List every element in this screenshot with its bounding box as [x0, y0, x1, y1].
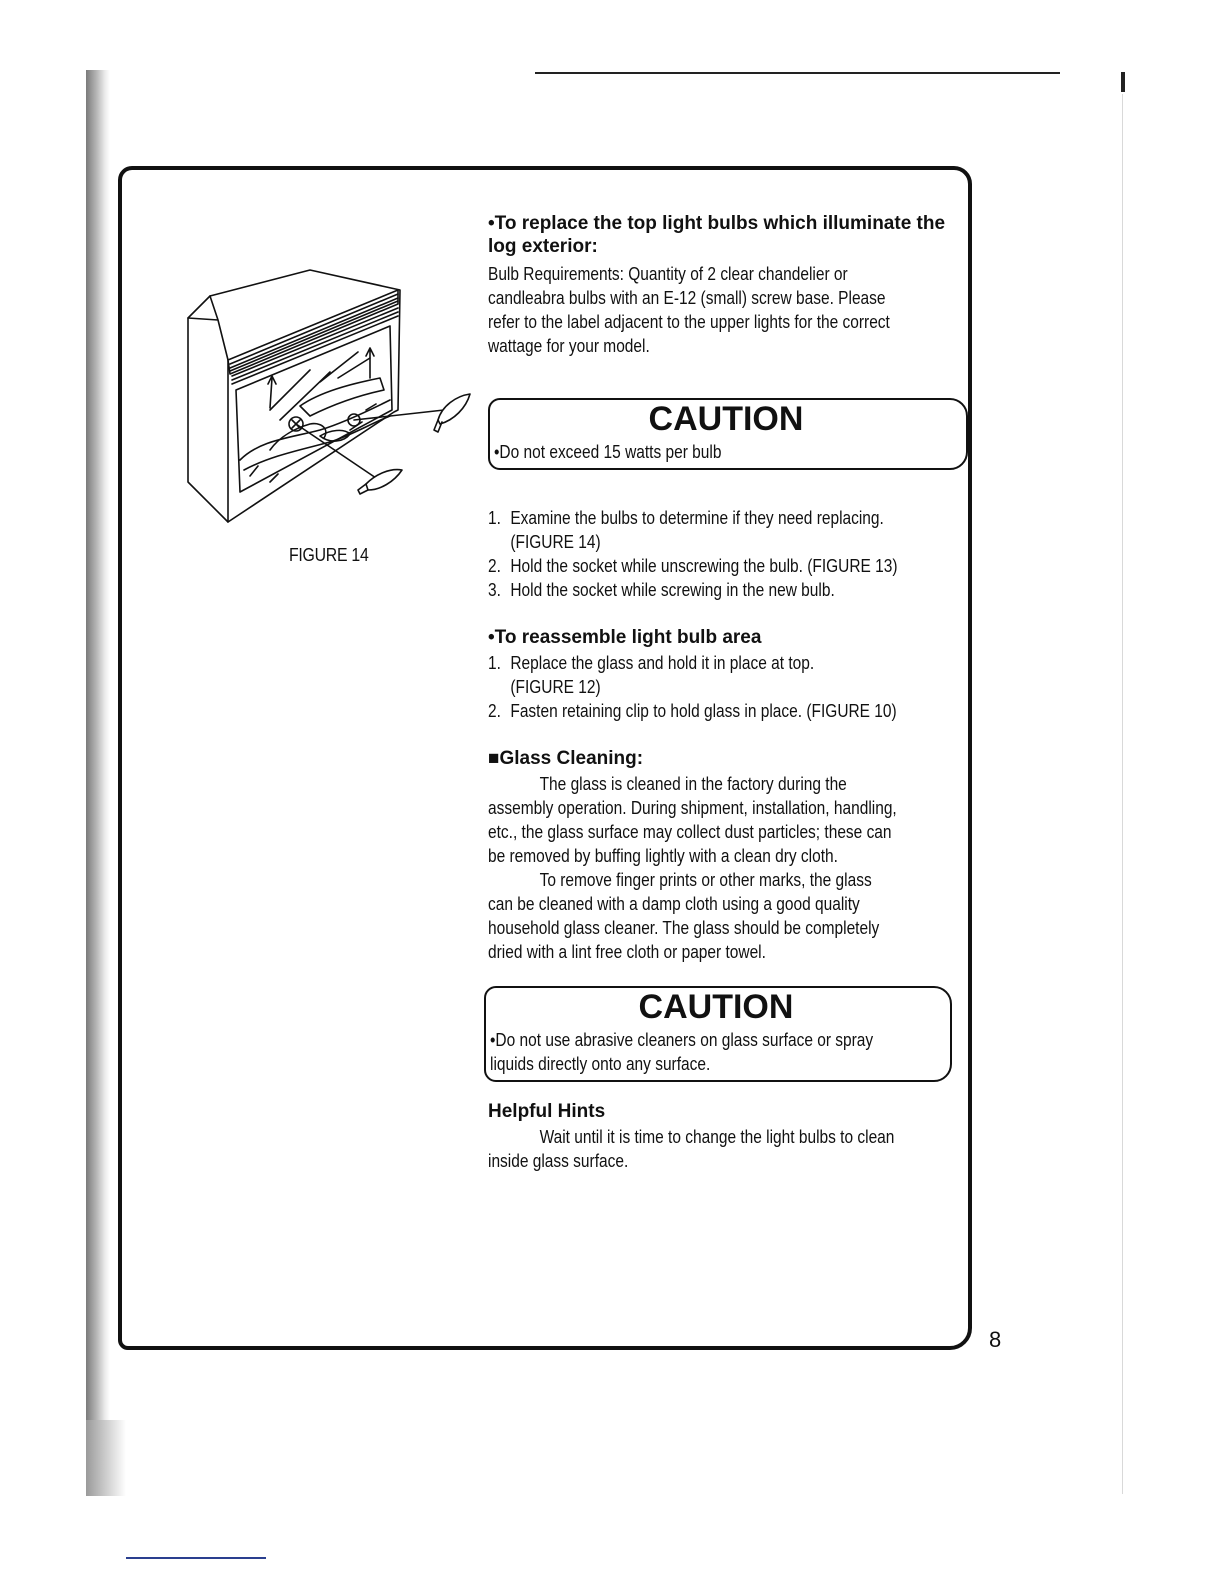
scan-shadow-left [86, 70, 110, 1496]
step-text: Replace the glass and hold it in place at top. [510, 653, 815, 673]
paragraph-line: The glass is cleaned in the factory during the [539, 774, 847, 794]
page-number: 8 [989, 1327, 1002, 1352]
reassemble-steps [488, 651, 958, 723]
step-number: 3. [488, 580, 501, 600]
paragraph-line: can be cleaned with a damp cloth using a good quality [488, 894, 860, 914]
caution-box-bulbs [488, 398, 968, 470]
step-number: 2. [488, 556, 501, 576]
footer-rule [126, 1557, 266, 1559]
step-number: 1. [488, 508, 501, 528]
step-number: 2. [488, 701, 501, 721]
step-number: 1. [488, 653, 501, 673]
step-text: Examine the bulbs to determine if they need replacing. [510, 508, 884, 528]
replace-steps [488, 506, 958, 602]
paragraph-line: etc., the glass surface may collect dust particles; these can [488, 822, 892, 842]
bulb-requirements [488, 262, 958, 358]
caution-title: CAUTION [648, 400, 804, 438]
header-rule [535, 72, 1060, 74]
step-text: Fasten retaining clip to hold glass in place. (FIGURE 10) [510, 701, 897, 721]
helpful-hints-body [488, 1125, 958, 1173]
list-item-continuation: (FIGURE 12) [510, 677, 601, 697]
list-item [488, 651, 952, 675]
step-text: Hold the socket while unscrewing the bulb. (FIGURE 13) [510, 556, 898, 576]
figure-caption: FIGURE 14 [289, 545, 369, 565]
bulb-req-line: Bulb Requirements: Quantity of 2 clear chandelier or [488, 264, 848, 284]
caution-text: •Do not use abrasive cleaners on glass surface or spray [490, 1030, 874, 1050]
caution-box-glass [484, 986, 952, 1082]
reassemble-heading: •To reassemble light bulb area [488, 627, 762, 648]
step-text: Hold the socket while screwing in the new bulb. [510, 580, 835, 600]
list-item [488, 554, 952, 578]
paragraph-line: assembly operation. During shipment, installation, handling, [488, 798, 897, 818]
list-item [488, 699, 952, 723]
paragraph-line: household glass cleaner. The glass should be completely [488, 918, 880, 938]
paragraph-line: To remove finger prints or other marks, the glass [539, 870, 872, 890]
helpful-hints-heading: Helpful Hints [488, 1101, 606, 1122]
list-item [488, 506, 952, 530]
bulb-req-line: wattage for your model. [488, 336, 650, 356]
list-item [488, 578, 952, 602]
scan-shadow-left-bottom [86, 1420, 126, 1496]
replace-bulbs-heading: •To replace the top light bulbs which illuminate the log exterior: [488, 213, 946, 257]
caution-text: •Do not exceed 15 watts per bulb [494, 442, 722, 462]
glass-cleaning-body [488, 772, 958, 964]
right-edge-rule [1122, 94, 1123, 1494]
fireplace-figure [180, 260, 480, 530]
paragraph-line: inside glass surface. [488, 1151, 629, 1171]
paragraph-line: Wait until it is time to change the light bulbs to clean [539, 1127, 895, 1147]
glass-cleaning-heading: ■Glass Cleaning: [488, 748, 644, 769]
paragraph-line: dried with a lint free cloth or paper towel. [488, 942, 766, 962]
bulb-req-line: refer to the label adjacent to the upper lights for the correct [488, 312, 890, 332]
caution-title: CAUTION [638, 988, 794, 1026]
paragraph-line: be removed by buffing lightly with a clean dry cloth. [488, 846, 838, 866]
bulb-req-line: candleabra bulbs with an E-12 (small) screw base. Please [488, 288, 886, 308]
caution-text: liquids directly onto any surface. [490, 1054, 711, 1074]
instructions-column [488, 212, 958, 1173]
right-edge-mark [1121, 72, 1125, 92]
list-item-continuation: (FIGURE 14) [510, 532, 601, 552]
